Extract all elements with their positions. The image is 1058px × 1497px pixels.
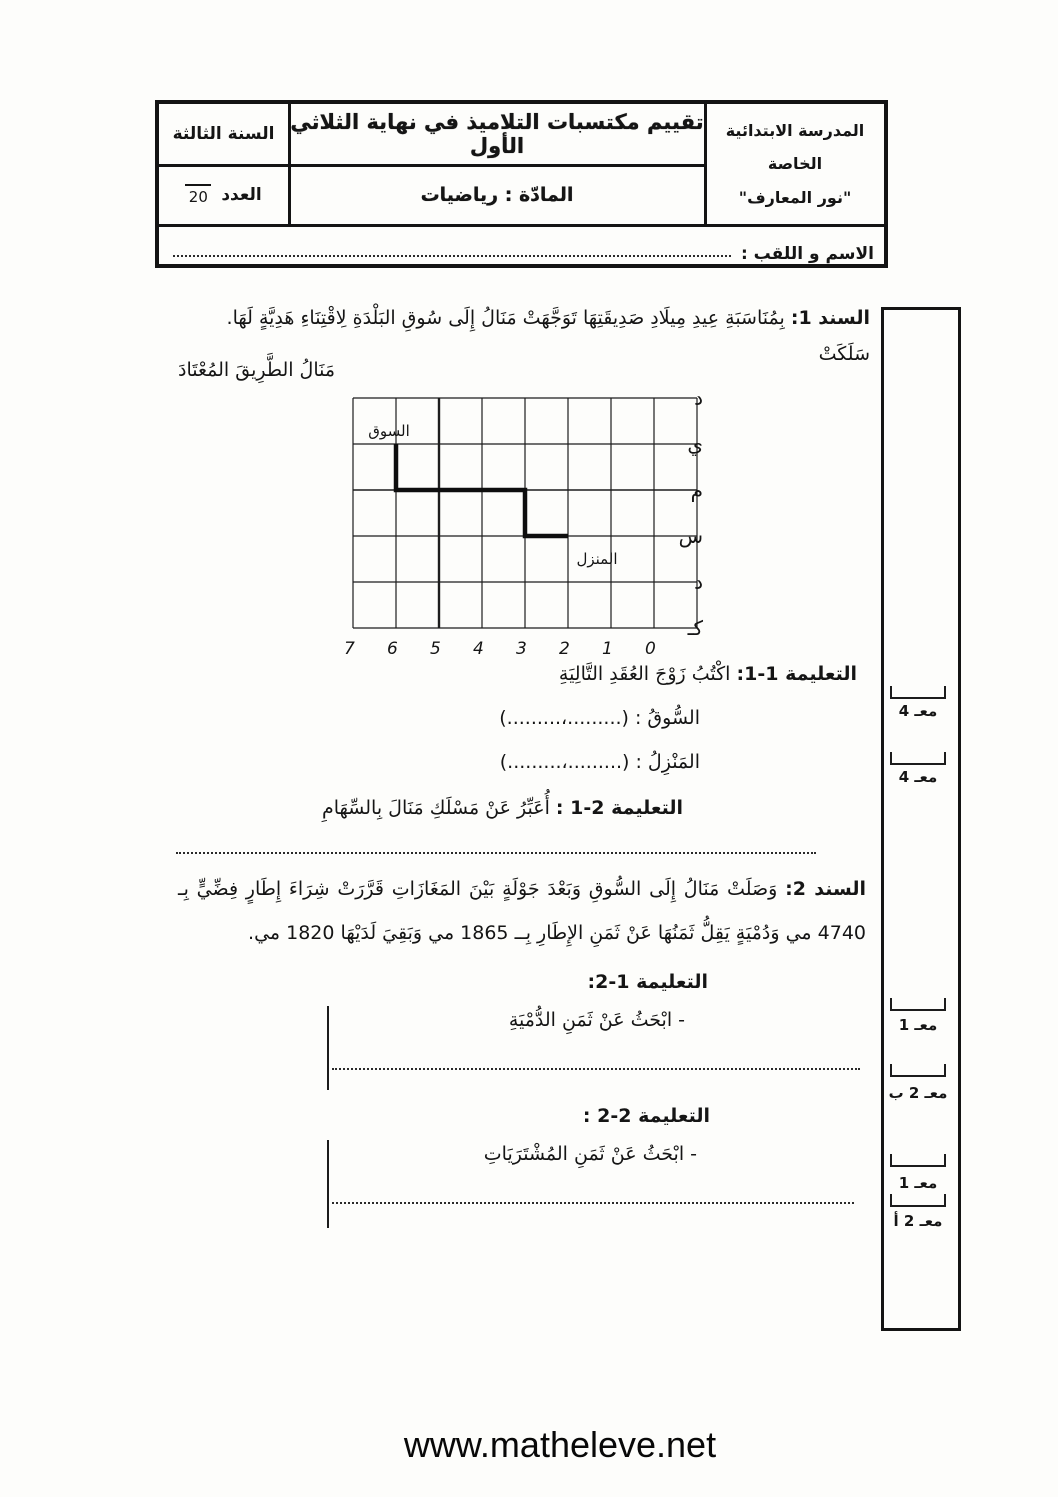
grid-col-number: 0 bbox=[645, 639, 656, 659]
subject-label: المادّة : رياضيات bbox=[420, 184, 574, 206]
instruction-2-2: التعليمة 2-2 : bbox=[582, 1105, 710, 1127]
grade-mark-label-5: معـ 1 bbox=[898, 1174, 938, 1192]
support2-paragraph bbox=[178, 868, 866, 955]
header-table bbox=[155, 100, 888, 268]
answer-area-rule-2 bbox=[327, 1140, 329, 1228]
grid-col-number: 2 bbox=[559, 639, 570, 659]
footer-url: www.matheleve.net bbox=[403, 1424, 717, 1465]
grade-fraction bbox=[185, 184, 211, 207]
grade-mark-label-6: معـ 2 أ bbox=[893, 1212, 943, 1230]
support1-text: بِمُنَاسَبَةِ عِيدِ مِيلَادِ صَدِيقَتِهَا تَوَجَّهَتْ مَنَالُ إِلَى سُوقِ البَلْدَةِ لِاقْتِنَاءِ هَدِيَّةٍ لَهَا. سَلَكَتْ bbox=[226, 307, 870, 366]
school-name-line2: "نور المعارف" bbox=[738, 187, 852, 207]
grade-blank-line bbox=[185, 184, 211, 186]
grade-bracket-6 bbox=[890, 1194, 946, 1207]
task-find-purchases-price: - ابْحَثُ عَنْ ثَمَنِ المُشْتَرَيَاتِ bbox=[483, 1143, 697, 1165]
support1-label: السند 1: bbox=[790, 307, 870, 329]
grid-row-letter: م bbox=[690, 478, 703, 502]
grid-row-letter: ي bbox=[687, 432, 703, 456]
grid-col-number: 1 bbox=[602, 639, 613, 659]
instruction-1-2: التعليمة 1-2: bbox=[587, 971, 708, 993]
support2-label: السند 2: bbox=[785, 878, 867, 900]
student-name-row bbox=[159, 227, 884, 264]
answer-area-rule-1 bbox=[327, 1006, 329, 1090]
grid-col-number: 4 bbox=[473, 639, 484, 659]
market-label: السوق bbox=[368, 422, 410, 440]
grade-mark-label-3: معـ 1 bbox=[898, 1016, 938, 1034]
grade-bracket-3 bbox=[890, 998, 946, 1011]
school-name bbox=[706, 104, 884, 224]
student-name-blank bbox=[173, 255, 731, 257]
grade-label: العدد bbox=[221, 185, 262, 205]
grid-row-letter: د bbox=[694, 392, 703, 410]
answer-dotted-line-1 bbox=[176, 852, 816, 854]
instruction-2-1-text: أُعَبِّرُ عَنْ مَسْلَكِ مَنَالَ بِالسِّهَامِ bbox=[322, 797, 550, 819]
task-find-doll-price: - ابْحَثُ عَنْ ثَمَنِ الدُّمْيَةِ bbox=[508, 1009, 685, 1031]
grade-bracket-4 bbox=[890, 1064, 946, 1077]
route-grid-svg bbox=[340, 392, 760, 662]
grid-col-number: 3 bbox=[516, 639, 527, 659]
grid-row-letter: كـ bbox=[687, 616, 703, 640]
instruction-1-1-text: اكْتُبُ زَوْجَ العُقَدِ التَّالِيَةِ bbox=[558, 663, 731, 685]
market-answer-line: السُّوقُ : (.........،.........) bbox=[499, 707, 700, 729]
house-label: المنزل bbox=[576, 550, 618, 568]
house-answer-line: المَنْزِلُ : (.........،.........) bbox=[499, 751, 700, 773]
support2-text: وَصَلَتْ مَنَالُ إِلَى السُّوقِ وَبَعْدَ جَوْلَةٍ بَيْنَ المَغَازَاتِ قَرَّرَتْ شِرَاءَ إِطَارٍ فِضِّيٍّ بِـ 4740 مي وَدُمْيَةٍ يَقِلُّ ثَمَنُهَا عَنْ ثَمَنِ الإِطَارِ بِــ 1865 مي وَبَقِيَ لَدَيْهَا 1820 مي. bbox=[178, 878, 866, 944]
grade-mark-label-2: معـ 4 bbox=[898, 768, 938, 786]
answer-dotted-line-3 bbox=[332, 1202, 854, 1204]
grade-bracket-1 bbox=[890, 686, 946, 699]
support1-paragraph-line2: مَنَالُ الطَّرِيقَ المُعْتَادَ bbox=[178, 359, 336, 381]
instruction-1-1-label: التعليمة 1-1: bbox=[736, 663, 857, 685]
instruction-1-1 bbox=[559, 656, 857, 692]
grade-bracket-2 bbox=[890, 752, 946, 765]
grid-col-number: 6 bbox=[387, 639, 398, 659]
instruction-2-1 bbox=[322, 790, 683, 826]
exam-title: تقييم مكتسبات التلاميذ في نهاية الثلاثي الأول bbox=[290, 110, 704, 158]
school-name-line1: المدرسة الابتدائية الخاصة bbox=[725, 120, 865, 174]
school-year-label: السنة الثالثة bbox=[172, 124, 275, 144]
grid-row-letter: س bbox=[678, 524, 703, 548]
grade-denominator: 20 bbox=[188, 187, 208, 206]
grid-col-number: 7 bbox=[344, 639, 355, 659]
instruction-2-1-label: التعليمة 2-1 : bbox=[555, 797, 683, 819]
grade-bracket-5 bbox=[890, 1154, 946, 1167]
grade-mark-label-4: معـ 2 ب bbox=[888, 1084, 948, 1102]
grid-col-number: 5 bbox=[430, 639, 441, 659]
grid-row-letter: د bbox=[694, 570, 703, 594]
grade-mark-label-1: معـ 4 bbox=[898, 702, 938, 720]
grade-box bbox=[159, 166, 288, 224]
answer-dotted-line-2 bbox=[332, 1068, 860, 1070]
student-name-label: الاسم و اللقب : bbox=[740, 244, 874, 264]
